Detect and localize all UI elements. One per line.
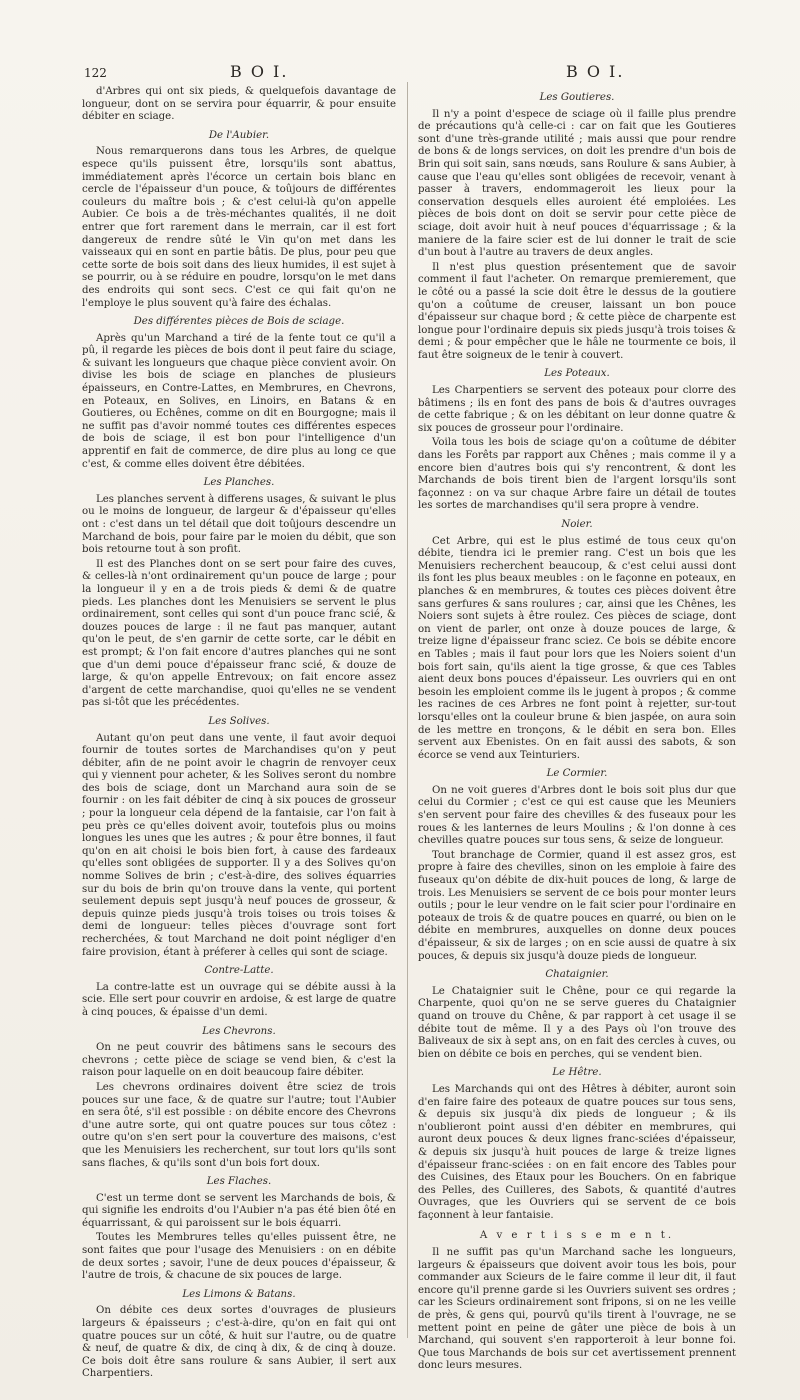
running-head-left: B O I. — [230, 62, 289, 81]
paragraph: Les planches servent à differens usages, & suivant le plus ou le moins de longueur, de largeur & d'épaisseur qu'elles ont : c'est dans un tel détail que doit toûjours descendre un Marchand de bois, pour faire par le moien du débit, que son bois retourne tout à son profit. — [82, 493, 396, 556]
paragraph: Il n'y a point d'espece de sciage où il faille plus prendre de précautions qu'à celle-ci : car on fait que les Goutieres sont d'une très-grande utilité ; mais aussi que pour rendre de bons & de longs services, on doit les prendre d'un bois de Brin qui soit sain, sans nœuds, sans Roulure & sans Aubier, à cause que l'eau qu'elles sont obligées de recevoir, venant à passer à travers, endommageroit les lieux pour la conservation desquels elles auroient été emploiées. Les pièces de bois dont on doit se servir pour cette pièce de sciage, doit avoir huit à neuf pouces d'équarrissage ; & la maniere de la faire scier est de lui donner le trait de scie d'un bout à l'autre au travers de deux angles. — [418, 108, 736, 259]
paragraph: Les Marchands qui ont des Hêtres à débiter, auront soin d'en faire faire des poteaux de quatre pouces sur tous sens, & depuis six jusqu'à dix pieds de longueur ; & ils n'oublieront point aussi d'en débiter en membrures, qui auront deux pouces & deux lignes franc-sciées d'épaisseur, & depuis six jusqu'à huit pouces de large & treize lignes d'épaisseur franc-sciées : on en fait encore des Tables pour des Cuisines, des Etaux pour les Bouchers. On en fabrique des Pelles, des Cuilleres, des Sabots, & quantité d'autres Ouvrages, que les Ouvriers qui se servent de ce bois façonnent à leur fantaisie. — [418, 1083, 736, 1221]
section-heading: Les Solives. — [208, 715, 270, 727]
paragraph: La contre-latte est un ouvrage qui se débite aussi à la scie. Elle sert pour couvrir en ardoise, & est large de quatre à cinq pouces, & épaisse d'un demi. — [82, 981, 396, 1018]
section-heading: Les Poteaux. — [544, 368, 610, 380]
section-heading: Les Chevrons. — [202, 1025, 276, 1037]
section-heading: Chataignier. — [545, 969, 609, 981]
paragraph: Voila tous les bois de sciage qu'on a coûtume de débiter dans les Forêts par rapport aux Chênes ; mais comme il y a encore bien d'autres bois qui s'y rencontrent, & dont les Marchands de bois tirent bien de l'argent lorsqu'ils sont façonnez : on va sur chaque Arbre faire un détail de toutes les sortes de marchandises qu'il sera propre à vendre. — [418, 437, 736, 512]
left-column — [82, 86, 396, 1383]
paragraph: Autant qu'on peut dans une vente, il faut avoir dequoi fournir de toutes sortes de Marchandises qu'on y peut débiter, afin de ne point avoir le chagrin de renvoyer ceux qui y viennent pour acheter, & les Solives seront du nombre des bois de sciage, dont un Marchand aura soin de se fournir : on les fait débiter de cinq à six pouces de grosseur ; pour la longueur cela dépend de la fantaisie, car l'on fait à peu près ce qu'elles doivent avoir, toutefois plus ou moins longues les unes que les autres ; & pour être bonnes, il faut qu'on en ait choisi le bois bien fort, à cause des fardeaux qu'elles sont obligées de supporter. Il y a des Solives qu'on nomme Solives de brin ; c'est-à-dire, des solives équarries sur du bois de brin qu'on trouve dans la vente, qui portent seulement depuis sept jusqu'à neuf pouces de grosseur, & depuis quinze pieds jusqu'à trois toises ou trois toises & demi de longueur: telles pièces d'ouvrage sont fort recherchées, & tout Marchand ne doit point négliger d'en faire provision, étant à préferer à celles qui sont de sciage. — [82, 732, 396, 958]
section-heading: Les Goutieres. — [539, 92, 615, 103]
paragraph: Le Chataignier suit le Chêne, pour ce qui regarde la Charpente, quoi qu'on ne se serve gueres du Chataignier quand on trouve du Chêne, & par rapport à cet usage il se débite tout de même. Il y a des Pays où l'on trouve des Baliveaux de six à sept ans, on en fait des cercles à cuves, ou bien on débite ce bois en perches, qui se vendent bien. — [418, 985, 736, 1060]
section-heading: De l'Aubier. — [208, 129, 270, 141]
section-heading: Les Limons & Batans. — [182, 1288, 296, 1300]
section-heading: Des différentes pièces de Bois de sciage. — [133, 316, 345, 328]
paragraph: Les chevrons ordinaires doivent être sciez de trois pouces sur une face, & de quatre sur l'autre; tout l'Aubier en sera ôté, s'il est possible : on débite encore des Chevrons d'une autre sorte, qui ont quatre pouces sur tous côtez : outre qu'on s'en sert pour la couverture des maisons, c'est que les Menuisiers les recherchent, sur tout lors qu'ils sont sans flaches, & qu'ils sont d'un bois fort doux. — [82, 1081, 396, 1169]
right-column — [418, 86, 736, 1375]
paragraph: C'est un terme dont se servent les Marchands de bois, & qui signifie les endroits d'ou l'Aubier n'a pas été bien ôté en équarrissant, & qui paroissent sur le bois équarri. — [82, 1192, 396, 1229]
column-divider — [407, 82, 408, 1338]
section-heading: Les Flaches. — [206, 1176, 272, 1188]
paragraph: Nous remarquerons dans tous les Arbres, de quelque espece qu'ils puissent être, lorsqu'ils sont abattus, immédiatement après l'écorce un certain bois blanc en cercle de l'épaisseur d'un pouce, & toûjours de différentes couleurs du maître bois ; & c'est celui-là qu'on appelle Aubier. Ce bois a de très-méchantes qualités, il ne doit entrer que fort rarement dans le merrain, car il est fort dangereux de rendre sûté le Vin qu'on met dans les vaisseaux qui en sont en partie bâtis. De plus, pour peu que cette sorte de bois soit dans des lieux humides, il est sujet à se pourrir, ou à se réduire en poudre, lorsqu'on le met dans des endroits qui sont secs. C'est ce qui fait qu'on ne l'employe le plus souvent qu'à faire des échalas. — [82, 146, 396, 309]
paragraph: Il est des Planches dont on se sert pour faire des cuves, & celles-là n'ont ordinairement qu'un pouce de large ; pour la longueur il y en a de trois pieds & demi & de quatre pieds. Les planches dont les Menuisiers se servent le plus ordinairement, sont celles qui sont d'un pouce franc scié, & douzes pouces de large : il ne faut pas manquer, autant qu'on le peut, de s'en garnir de cette sorte, car le débit en est prompt; & l'on fait encore d'autres planches qui ne sont que d'un demi pouce d'épaisseur franc scié, & douze de large, & qu'on appelle Entrevoux; on fait encore assez d'argent de cette marchandise, quoi qu'elles ne se vendent pas si-tôt que les précédentes. — [82, 558, 396, 709]
paragraph: Toutes les Membrures telles qu'elles puissent être, ne sont faites que pour l'usage des Menuisiers : on en débite de deux sortes ; savoir, l'une de deux pouces d'épaisseur, & l'autre de trois, & chacune de six pouces de large. — [82, 1232, 396, 1282]
section-heading: Le Hêtre. — [552, 1067, 602, 1079]
section-heading: Contre-Latte. — [204, 965, 274, 977]
paragraph: Tout branchage de Cormier, quand il est assez gros, est propre à faire des chevilles, sinon on les emploie à faire des fuseaux qu'on débite de dix-huit pouces de long, & large de trois. Les Menuisiers se servent de ce bois pour monter leurs outils ; pour le leur vendre on le fait scier pour l'ordinaire en poteaux de trois & de quatre pouces en quarré, ou bien on le débite en membrures, auxquelles on donne deux pouces d'épaisseur, & six de larges ; on en scie aussi de quatre à six pouces, & depuis six jusqu'à douze pieds de longueur. — [418, 849, 736, 962]
paragraph: On ne voit gueres d'Arbres dont le bois soit plus dur que celui du Cormier ; c'est ce qui est cause que les Meuniers s'en servent pour faire des chevilles & des fuseaux pour les roues & les lanternes de leurs Moulins ; & l'on donne à ces chevilles quatre pouces sur tous sens, & seize de longueur. — [418, 784, 736, 847]
paragraph: Il n'est plus question présentement que de savoir comment il faut l'acheter. On remarque premierement, que le côté ou a passé la scie doit être le dessus de la goutiere qu'on a coûtume de creuser, laissant un bon pouce d'épaisseur sur chaque bord ; & cette pièce de charpente est longue pour l'ordinaire depuis six pieds jusqu'à trois toises & demi ; & pour empêcher que le hâle ne tourmente ce bois, il faut être soigneux de le tenir à couvert. — [418, 261, 736, 361]
section-heading: Le Cormier. — [546, 768, 608, 780]
paragraph: On débite ces deux sortes d'ouvrages de plusieurs largeurs & épaisseurs ; c'est-à-dire, qu'on en fait qui ont quatre pouces sur un côté, & huit sur l'autre, ou de quatre & neuf, de quatre & dix, de cinq à dix, & de cinq à douze. Ce bois doit être sans roulure & sans Aubier, il sert aux Charpentiers. — [82, 1305, 396, 1380]
running-head-right: B O I. — [566, 62, 625, 81]
paragraph: Il ne suffit pas qu'un Marchand sache les longueurs, largeurs & épaisseurs que doivent avoir tous les bois, pour commander aux Scieurs de le faire comme il leur dit, il faut encore qu'il prenne garde si les Ouvriers suivent ses ordres ; car les Scieurs ordinairement sont fripons, si on ne les veille de près, & gens qui, pourvû qu'ils tirent à l'ouvrage, ne se mettent point en peine de gâter une pièce de bois à un Marchand, qui souvent s'en rapporteroit à leur bonne foi. Que tous Marchands de bois sur cet avertissement prennent donc leurs mesures. — [418, 1247, 736, 1372]
paragraph: Les Charpentiers se servent des poteaux pour clorre des bâtimens ; ils en font des pans de bois & d'autres ouvrages de cette fabrique ; & on les débitant on leur donne quatre & six pouces de grosseur pour l'ordinaire. — [418, 385, 736, 434]
paragraph: Après qu'un Marchand a tiré de la fente tout ce qu'il a pû, il regarde les pièces de bois dont il peut faire du sciage, & suivant les longueurs que chaque pièce convient avoir. On divise les bois de sciage en planches de plusieurs épaisseurs, en Contre-Lattes, en Membrures, en Chevrons, en Poteaux, en Solives, en Linoirs, en Batans & en Goutieres, ou Echênes, comme on dit en Bourgogne; mais il ne suffit pas d'avoir nommé toutes ces différentes especes de bois de sciage, il est bon pour l'intelligence d'un apprentif en fait de commerce, de dire plus au long ce que c'est, & comme elles doivent être débitées. — [82, 332, 396, 470]
section-heading: A v e r t i s s e m e n t. — [479, 1230, 675, 1242]
paragraph: Cet Arbre, qui est le plus estimé de tous ceux qu'on débite, tiendra ici le premier rang. C'est un bois que les Menuisiers recherchent beaucoup, & c'est celui aussi dont ils font les plus beaux meubles : on le façonne en poteaux, en planches & en membrures, & toutes ces pièces doivent être sans gerfures & sans roulures ; car, ainsi que les Chênes, les Noiers sont sujets à être roulez. Ces pièces de sciage, dont on vient de parler, ont onze à douze pouces de large, & treize ligne d'épaisseur franc sciez. Ce bois se débite encore en Tables ; mais il faut pour lors que les Noiers soient d'un bois fort sain, qu'ils aient la tige grosse, & que ces Tables aient deux bons pouces d'épaisseur. Les ouvriers qui en ont besoin les emploient comme ils le jugent à propos ; & comme les racines de ces Arbres ne font point à rejetter, sur-tout lorsqu'elles ont la couleur brune & bien jaspée, on aura soin de les mettre en tronçons, & le débit en sera bon. Elles servent aux Ebenistes. On en fait aussi des sabots, & son écorce se vend aux Teinturiers. — [418, 535, 736, 761]
paragraph: d'Arbres qui ont six pieds, & quelquefois davantage de longueur, dont on se servira pour équarrir, & pour ensuite débiter en sciage. — [82, 86, 396, 123]
paragraph: On ne peut couvrir des bâtimens sans le secours des chevrons ; cette pièce de sciage se vend bien, & c'est la raison pour laquelle on en doit beaucoup faire débiter. — [82, 1042, 396, 1079]
page-number: 122 — [84, 66, 107, 80]
section-heading: Noier. — [561, 519, 593, 530]
section-heading: Les Planches. — [203, 477, 275, 489]
